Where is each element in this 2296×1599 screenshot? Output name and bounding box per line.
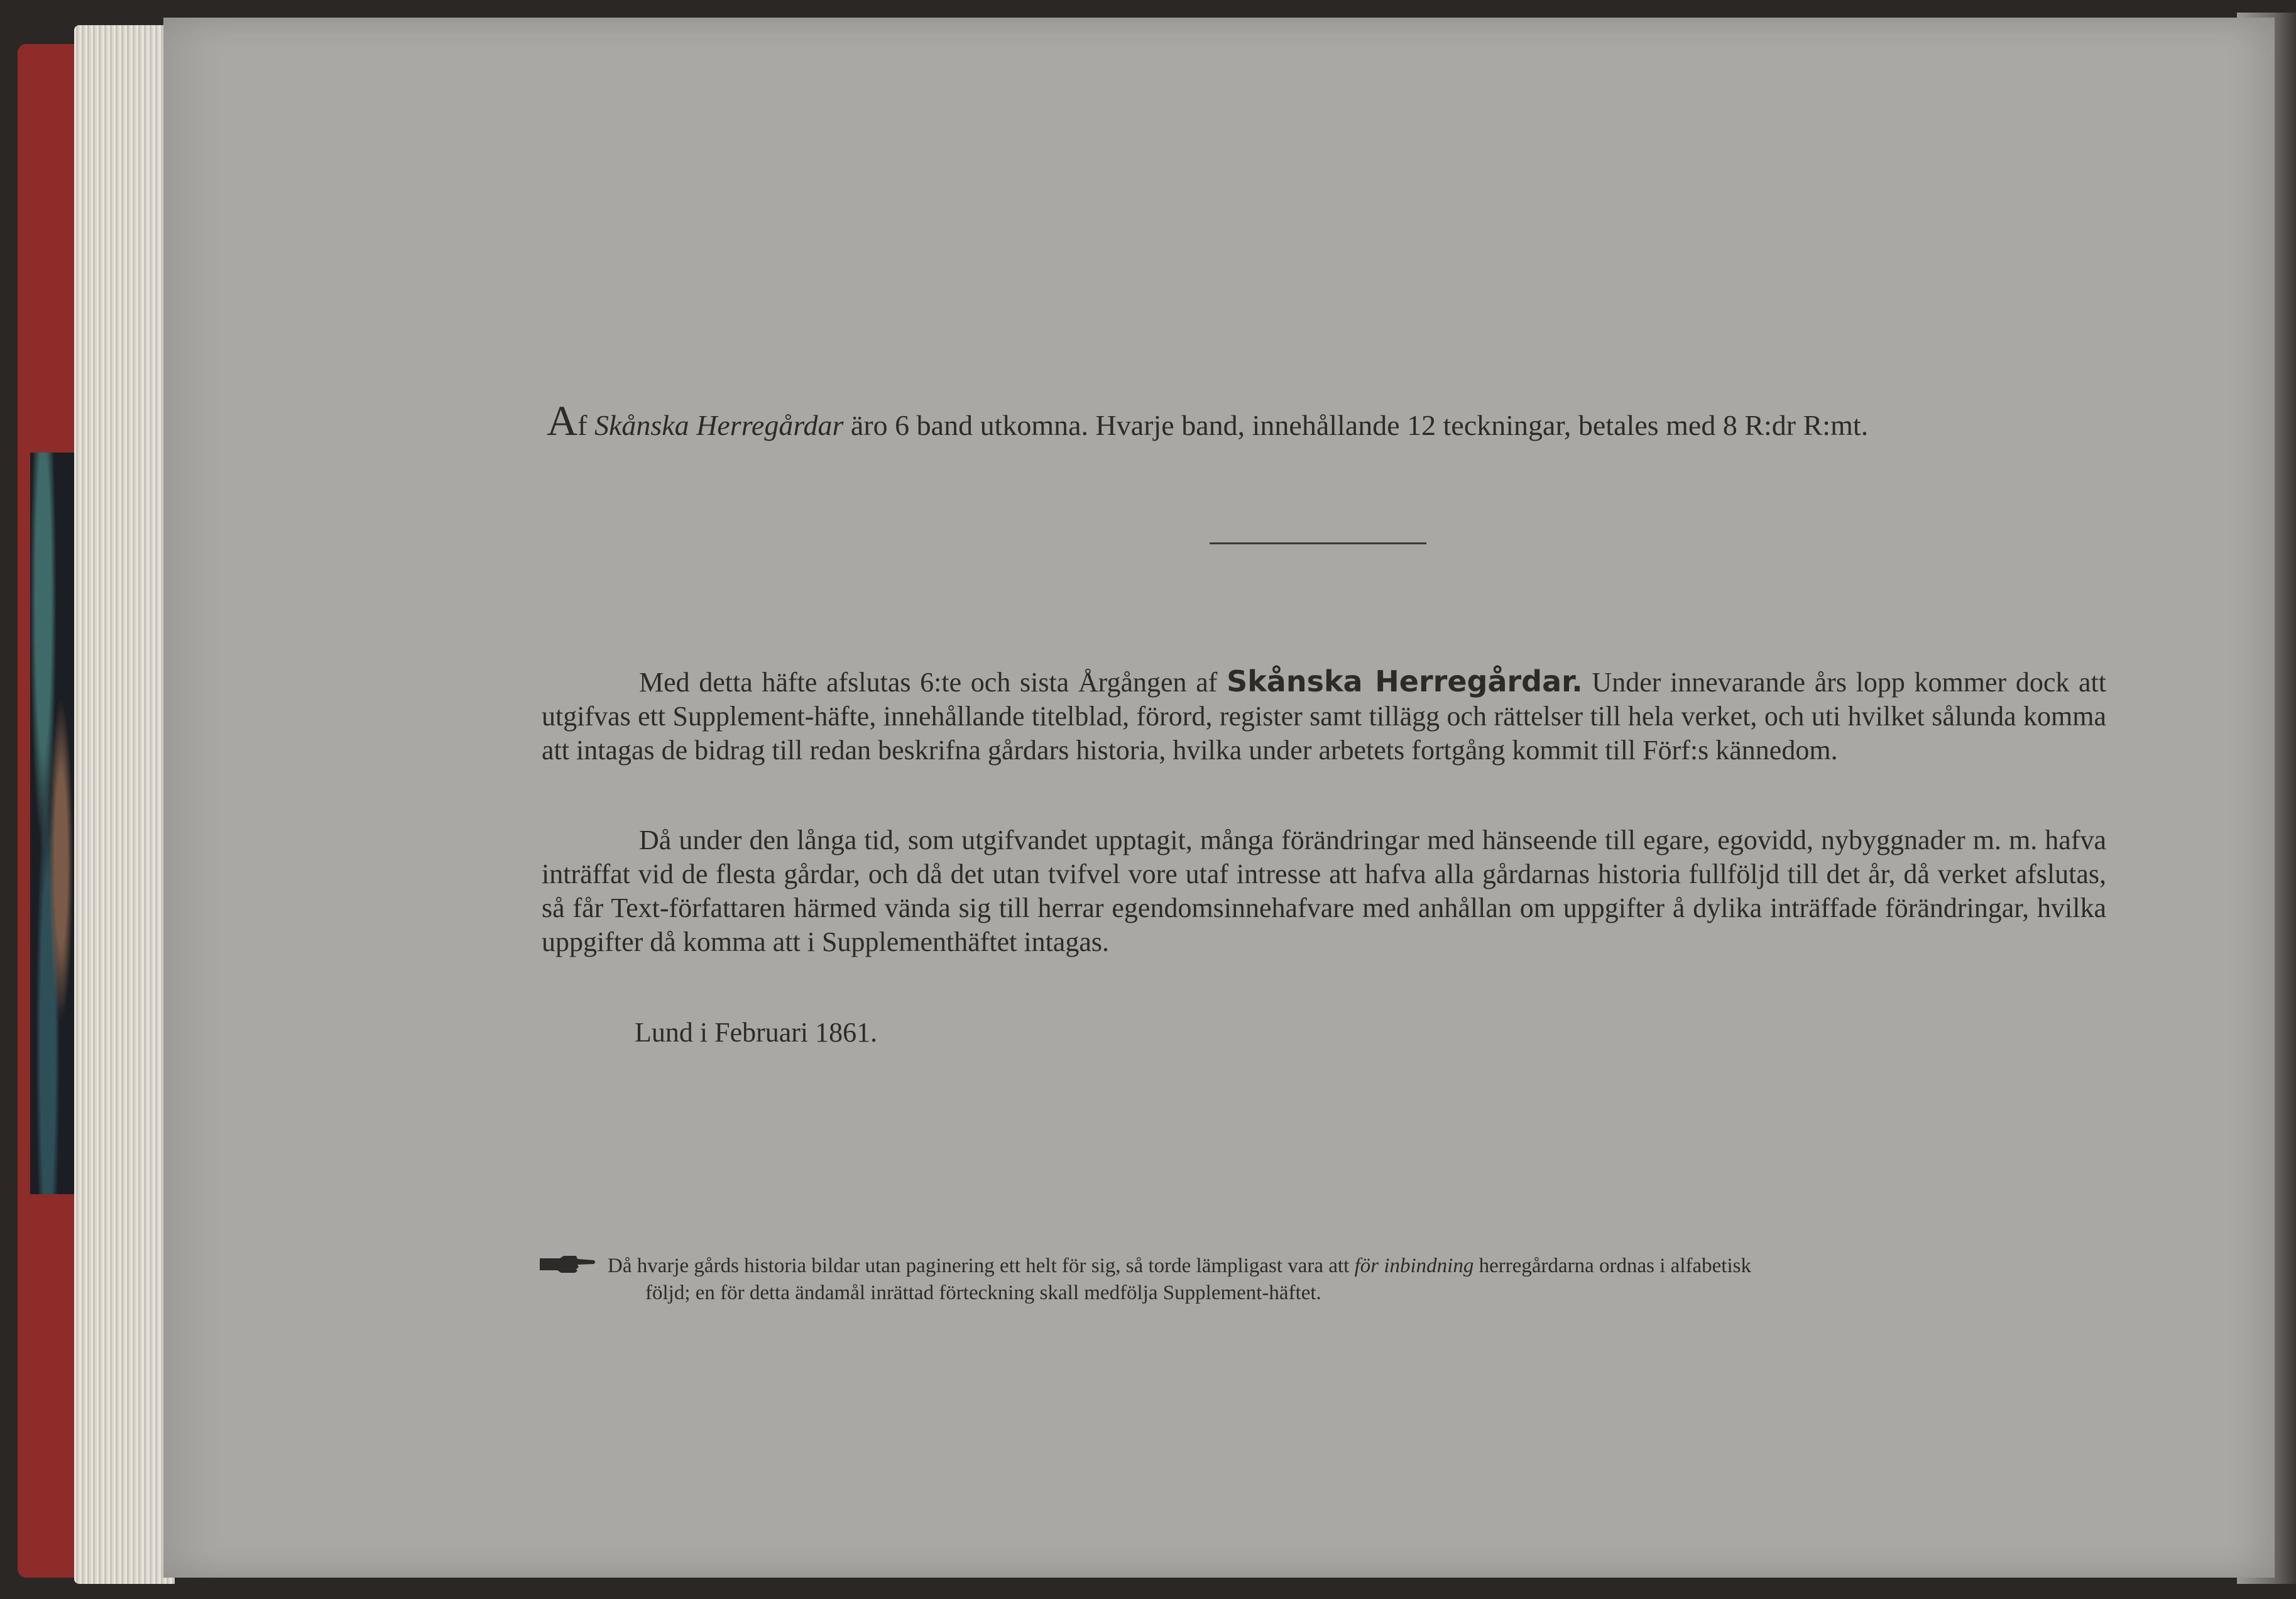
paragraph-1 xyxy=(542,664,2106,767)
footnote-line1-end: herregårdarna ordnas i alfabetisk xyxy=(1473,1255,1751,1277)
footnote-line1-start: Då hvarje gårds historia bildar utan paginering ett helt för sig, så torde lämpligast vara att xyxy=(608,1255,1355,1277)
pointing-hand-icon xyxy=(538,1253,596,1275)
work-title: Skånska Herregårdar xyxy=(594,409,844,441)
place-date: Lund i Februari 1861. xyxy=(635,1017,878,1048)
paragraph-1-end: Under innevarande års lopp kommer dock att utgifvas ett Supplement-häfte, innehållande titelblad, förord, register samt tillägg och rättelser till hela verket, och uti hvilket sålunda komma att intagas de bidrag till redan beskrifna gårdars historia, hvilka under arbetets fortgång kommit till Förf:s kännedom. xyxy=(542,667,2107,766)
volume-notice-prefix: f xyxy=(577,409,594,441)
paragraph-2-text: Då under den långa tid, som utgifvandet upptagit, många förändringar med hänseende till egare, egovidd, nybyggnader m. m. hafva inträffat vid de flesta gårdar, och då det utan tvifvel vore utaf intresse att hafva alla gårdarnas historia fullföljd till det år, då verket afslutas, så får Text-författaren härmed vända sig till herrar egendomsinnehafvare med anhållan om uppgifter å dylika inträffade förändringar, hvilka uppgifter då komma att i Supplementhäftet intagas. xyxy=(542,825,2106,957)
volume-notice xyxy=(547,396,2118,446)
initial-letter: A xyxy=(547,397,578,444)
printed-page xyxy=(163,18,2275,1578)
paragraph-2 xyxy=(542,823,2106,959)
volume-notice-text: äro 6 band utkomna. Hvarje band, innehållande 12 teckningar, betales med 8 R:dr R:mt. xyxy=(843,409,1869,441)
footnote-line2: följd; en för detta ändamål inrättad förteckning skall medfölja Supplement-häftet. xyxy=(645,1282,1321,1304)
paragraph-1-start: Med detta häfte afslutas 6:te och sista Årgången af xyxy=(639,667,1227,698)
divider-rule xyxy=(1210,542,1426,544)
footnote xyxy=(538,1253,2106,1307)
page-edges xyxy=(74,25,175,1584)
marbled-endpaper xyxy=(30,453,74,1194)
paragraph-1-bold-title: Skånska Herregårdar. xyxy=(1227,664,1583,698)
footnote-line1-italic: för inbindning xyxy=(1354,1255,1474,1277)
